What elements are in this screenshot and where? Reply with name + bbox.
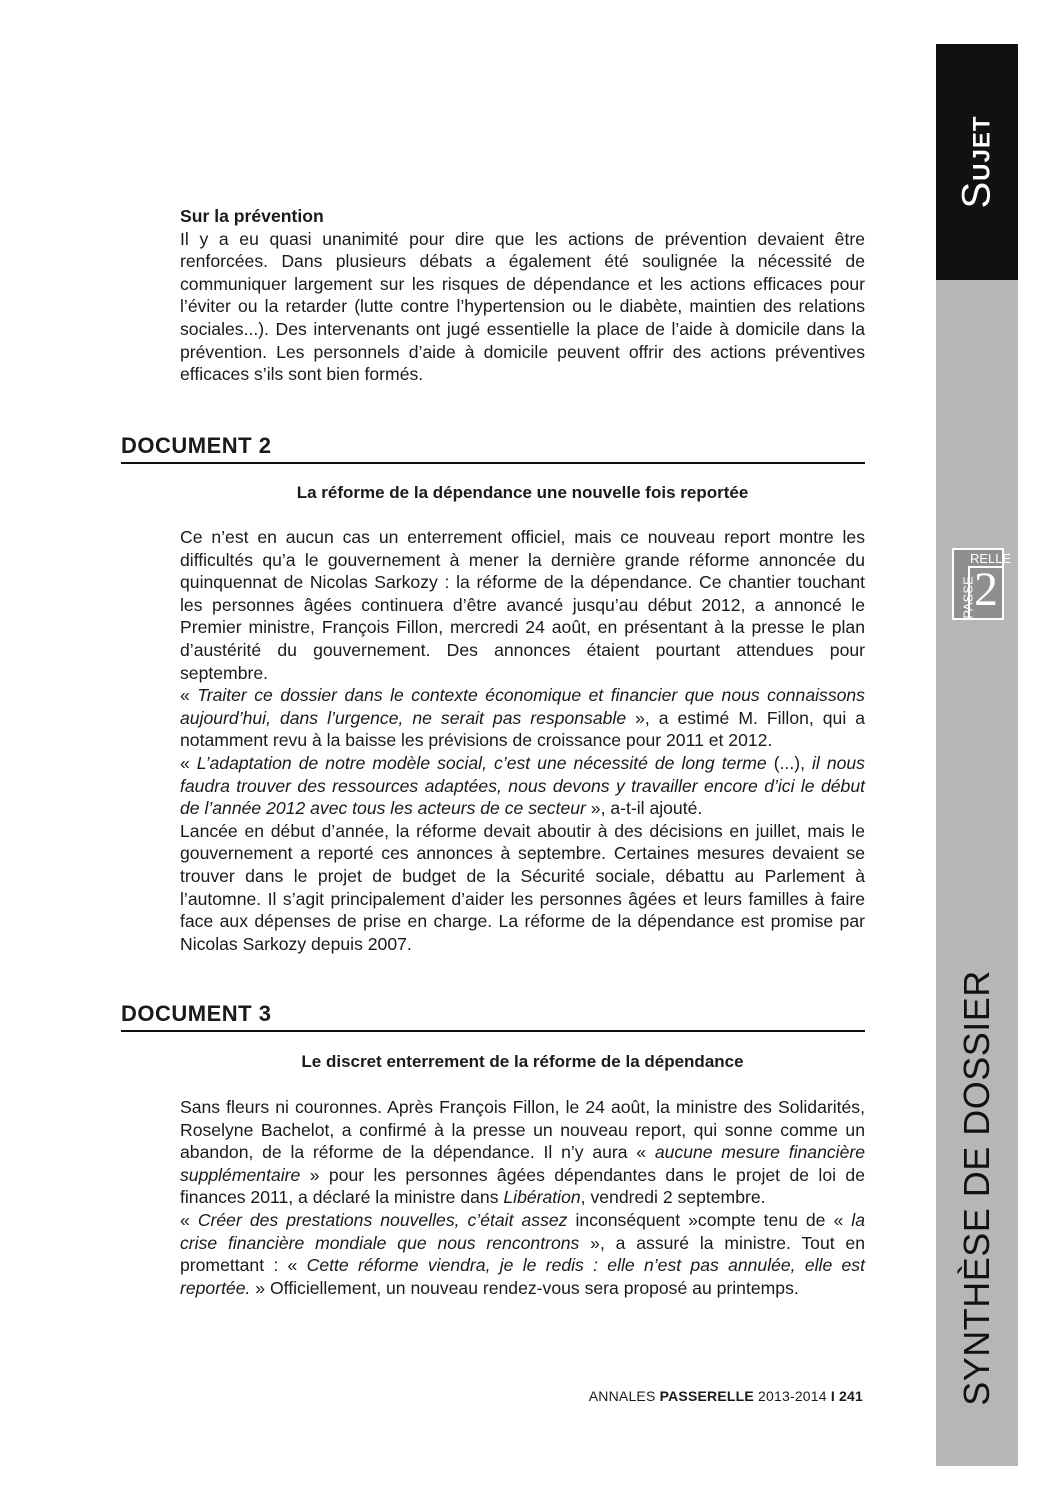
doc3-paragraph-1: Sans fleurs ni couronnes. Après François Fillon, le 24 août, la ministre des Solidarités, Roselyne Bachelot, a confirmé à la presse un nouveau report, qui sonne comme un abandon, de la réforme de la dépendance. Il n’y aura « aucune mesure financière supplémentaire » pour les personnes âgées dépendantes dans le projet de loi de finances 2011, a déclaré la ministre dans Libération, vendredi 2 septembre. — [180, 1097, 866, 1208]
doc2-paragraph-2: « Traiter ce dossier dans le contexte économique et financier que nous connaissons aujourd’hui, dans l’urgence, ne serait pas responsable », a estimé M. Fillon, qui a notamment revu à la baisse les prévisions de croissance pour 2011 et 2012. — [180, 685, 865, 751]
logo-text-top: RELLE — [970, 551, 1012, 566]
doc2-quote-1: Traiter ce dossier dans le contexte économique et financier que nous connaissons aujourd’hui, dans l’urgence, ne serait pas responsable — [180, 685, 865, 728]
doc3-quote-1: aucune mesure financière supplémentaire — [180, 1142, 866, 1185]
page-footer — [589, 1388, 863, 1404]
doc3-source: Libération — [503, 1187, 581, 1208]
doc3-quote-3: la crise financière mondiale que nous rencontrons — [180, 1209, 865, 1253]
tab-initial: S — [954, 180, 999, 209]
logo-text-left: PASSE — [960, 576, 976, 619]
section-tab-sujet — [936, 44, 1018, 280]
doc3-quote-4: Cette réforme viendra, je le redis : elle n’est pas annulée, elle est reportée. — [180, 1255, 865, 1298]
footer-year: 2013-2014 — [753, 1388, 831, 1404]
document-2-subtitle: La réforme de la dépendance une nouvelle fois reportée — [296, 483, 749, 502]
document-3-body — [180, 1096, 865, 1299]
doc2-quote-2: L’adaptation de notre modèle social, c’est une nécessité de long terme — [196, 752, 767, 773]
doc3-paragraph-2: « Créer des prestations nouvelles, c’était assez inconséquent »compte tenu de « la crise financière mondiale que nous rencontrons », a assuré la ministre. Tout en promettant : « Cette réforme viendra, je le redis : elle n’est pas annulée, elle est reportée. » Officiellement, un nouveau rendez-vous sera proposé au printemps. — [180, 1209, 866, 1298]
vertical-section-title: SYNTHÈSE DE DOSSIER — [956, 970, 997, 1406]
footer-brand: PASSERELLE — [659, 1388, 754, 1404]
prevention-title: Sur la prévention — [180, 206, 324, 226]
doc2-paragraph-3: « L’adaptation de notre modèle social, c’est une nécessité de long terme (...), il nous faudra trouver des ressources adaptées, nous devons y travailler encore d’ici le début de l’année 2012 avec tous les acteurs de ce secteur », a-t-il ajouté. — [180, 752, 865, 819]
doc2-paragraph-1: Ce n’est en aucun cas un enterrement officiel, mais ce nouveau report montre les difficultés qu’a le gouvernement à mener la dernière grande réforme annoncée du quinquennat de Nicolas Sarkozy : la réforme de la dépendance. Ce chantier touchant les personnes âgées continuera d’être avancé jusqu’au début 2012, a annoncé le Premier ministre, François Fillon, mercredi 24 août, en présentant à la presse le plan d’austérité du gouvernement. Des annonces étaient pourtant attendues pour septembre. — [180, 527, 865, 683]
footer-annales: ANNALES — [588, 1388, 660, 1404]
logo-number: 2 — [974, 563, 998, 616]
doc3-quote-2: Créer des prestations nouvelles, c’était assez — [197, 1209, 568, 1230]
passerelle-logo — [952, 548, 1012, 620]
document-3-subtitle: Le discret enterrement de la réforme de la dépendance — [301, 1052, 744, 1071]
document-3-heading: DOCUMENT 3 — [121, 1000, 865, 1032]
section-tab-label — [955, 115, 1000, 208]
sidebar-gray-band — [936, 280, 1018, 1466]
tab-rest: UJET — [968, 115, 996, 181]
document-2-heading: DOCUMENT 2 — [121, 432, 865, 464]
prevention-text: Il y a eu quasi unanimité pour dire que les actions de prévention devaient être renforcées. Dans plusieurs débats a également été soulignée la nécessité de communiquer largement sur les risques de dépendance et les actions efficaces pour l’éviter ou la retarder (lutte contre l’hypertension ou le diabète, maintien des relations sociales...). Des intervenants ont jugé essentielle la place de l’aide à domicile dans la prévention. Les personnels d’aide à domicile peuvent offrir des actions préventives efficaces s’ils sont bien formés. — [180, 228, 865, 385]
doc2-quote-3: il nous faudra trouver des ressources adaptées, nous devons y travailler encore d’ici le début de l’année 2012 avec tous les acteurs de ce secteur — [180, 752, 865, 819]
document-2-body — [180, 526, 865, 955]
doc2-paragraph-4: Lancée en début d’année, la réforme devait aboutir à des décisions en juillet, mais le gouvernement a reporté ces annonces à septembre. Certaines mesures devaient se trouver dans le projet de budget de la Sécurité sociale, débattu au Parlement à l’automne. Il s’agit principalement d’aider les personnes âgées et leurs familles à faire face aux dépenses de prise en charge. La réforme de la dépendance est promise par Nicolas Sarkozy depuis 2007. — [180, 820, 865, 954]
page-number: I 241 — [830, 1388, 863, 1404]
prevention-section — [180, 205, 865, 386]
